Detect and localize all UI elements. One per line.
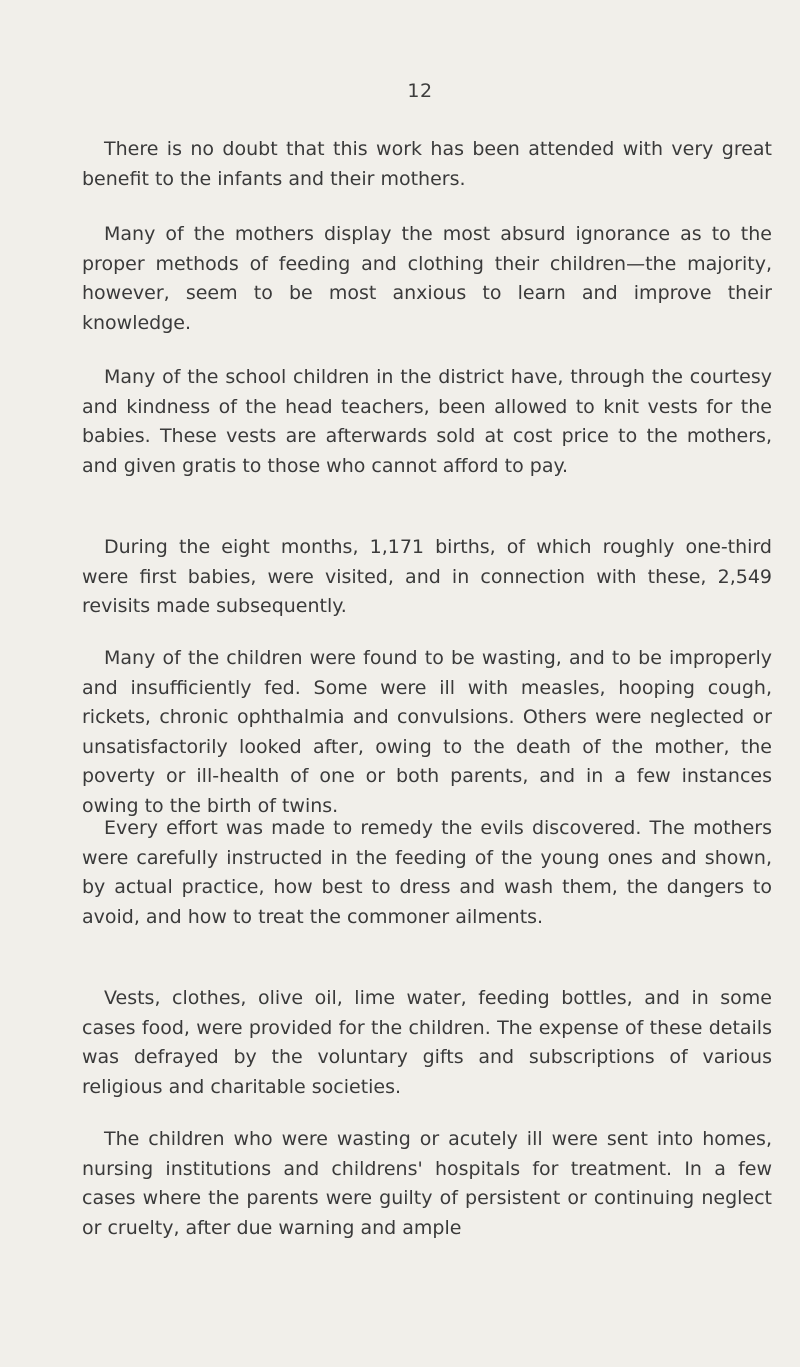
paragraph-children-conditions: Many of the children were found to be wasting, and to be improperly and insufficiently fed. Some were ill with measles, hooping cough, rickets, chronic ophthalmia and convulsions. Others were neglected or unsatisfactorily looked after, owing to the death of the mother, the poverty or ill-health of one or both parents, and in a few instances owing to the birth of twins. xyxy=(82,647,772,817)
paragraph-births-visited: During the eight months, 1,171 births, of which roughly one-third were first babies, were visited, and in connection with these, 2,549 revisits made subsequently. xyxy=(82,536,772,618)
paragraph-provisions: Vests, clothes, olive oil, lime water, feeding bottles, and in some cases food, were provided for the children. The expense of these details was defrayed by the voluntary gifts and subscriptions of various religious and charitable societies. xyxy=(82,987,772,1098)
page-number: 12 xyxy=(407,80,433,102)
paragraph-remedy-efforts: Every effort was made to remedy the evils discovered. The mothers were carefully instructed in the feeding of the young ones and shown, by actual practice, how best to dress and wash them, the dangers to avoid, and how to treat the commoner ailments. xyxy=(82,817,772,928)
paragraph-knitted-vests: Many of the school children in the district have, through the courtesy and kindness of the head teachers, been allowed to knit vests for the babies. These vests are afterwards sold at cost price to the mothers, and given gratis to those who cannot afford to pay. xyxy=(82,366,772,477)
paragraph-mothers-ignorance: Many of the mothers display the most absurd ignorance as to the proper methods of feeding and clothing their children—the majority, however, seem to be most anxious to learn and improve their knowledge. xyxy=(82,223,772,334)
paragraph-treatment-homes: The children who were wasting or acutely ill were sent into homes, nursing institutions and childrens' hospitals for treatment. In a few cases where the parents were guilty of persistent or continuing neglect or cruelty, after due warning and ample xyxy=(82,1128,772,1239)
paragraph-infant-benefit: There is no doubt that this work has been attended with very great benefit to the infants and their mothers. xyxy=(82,138,772,190)
